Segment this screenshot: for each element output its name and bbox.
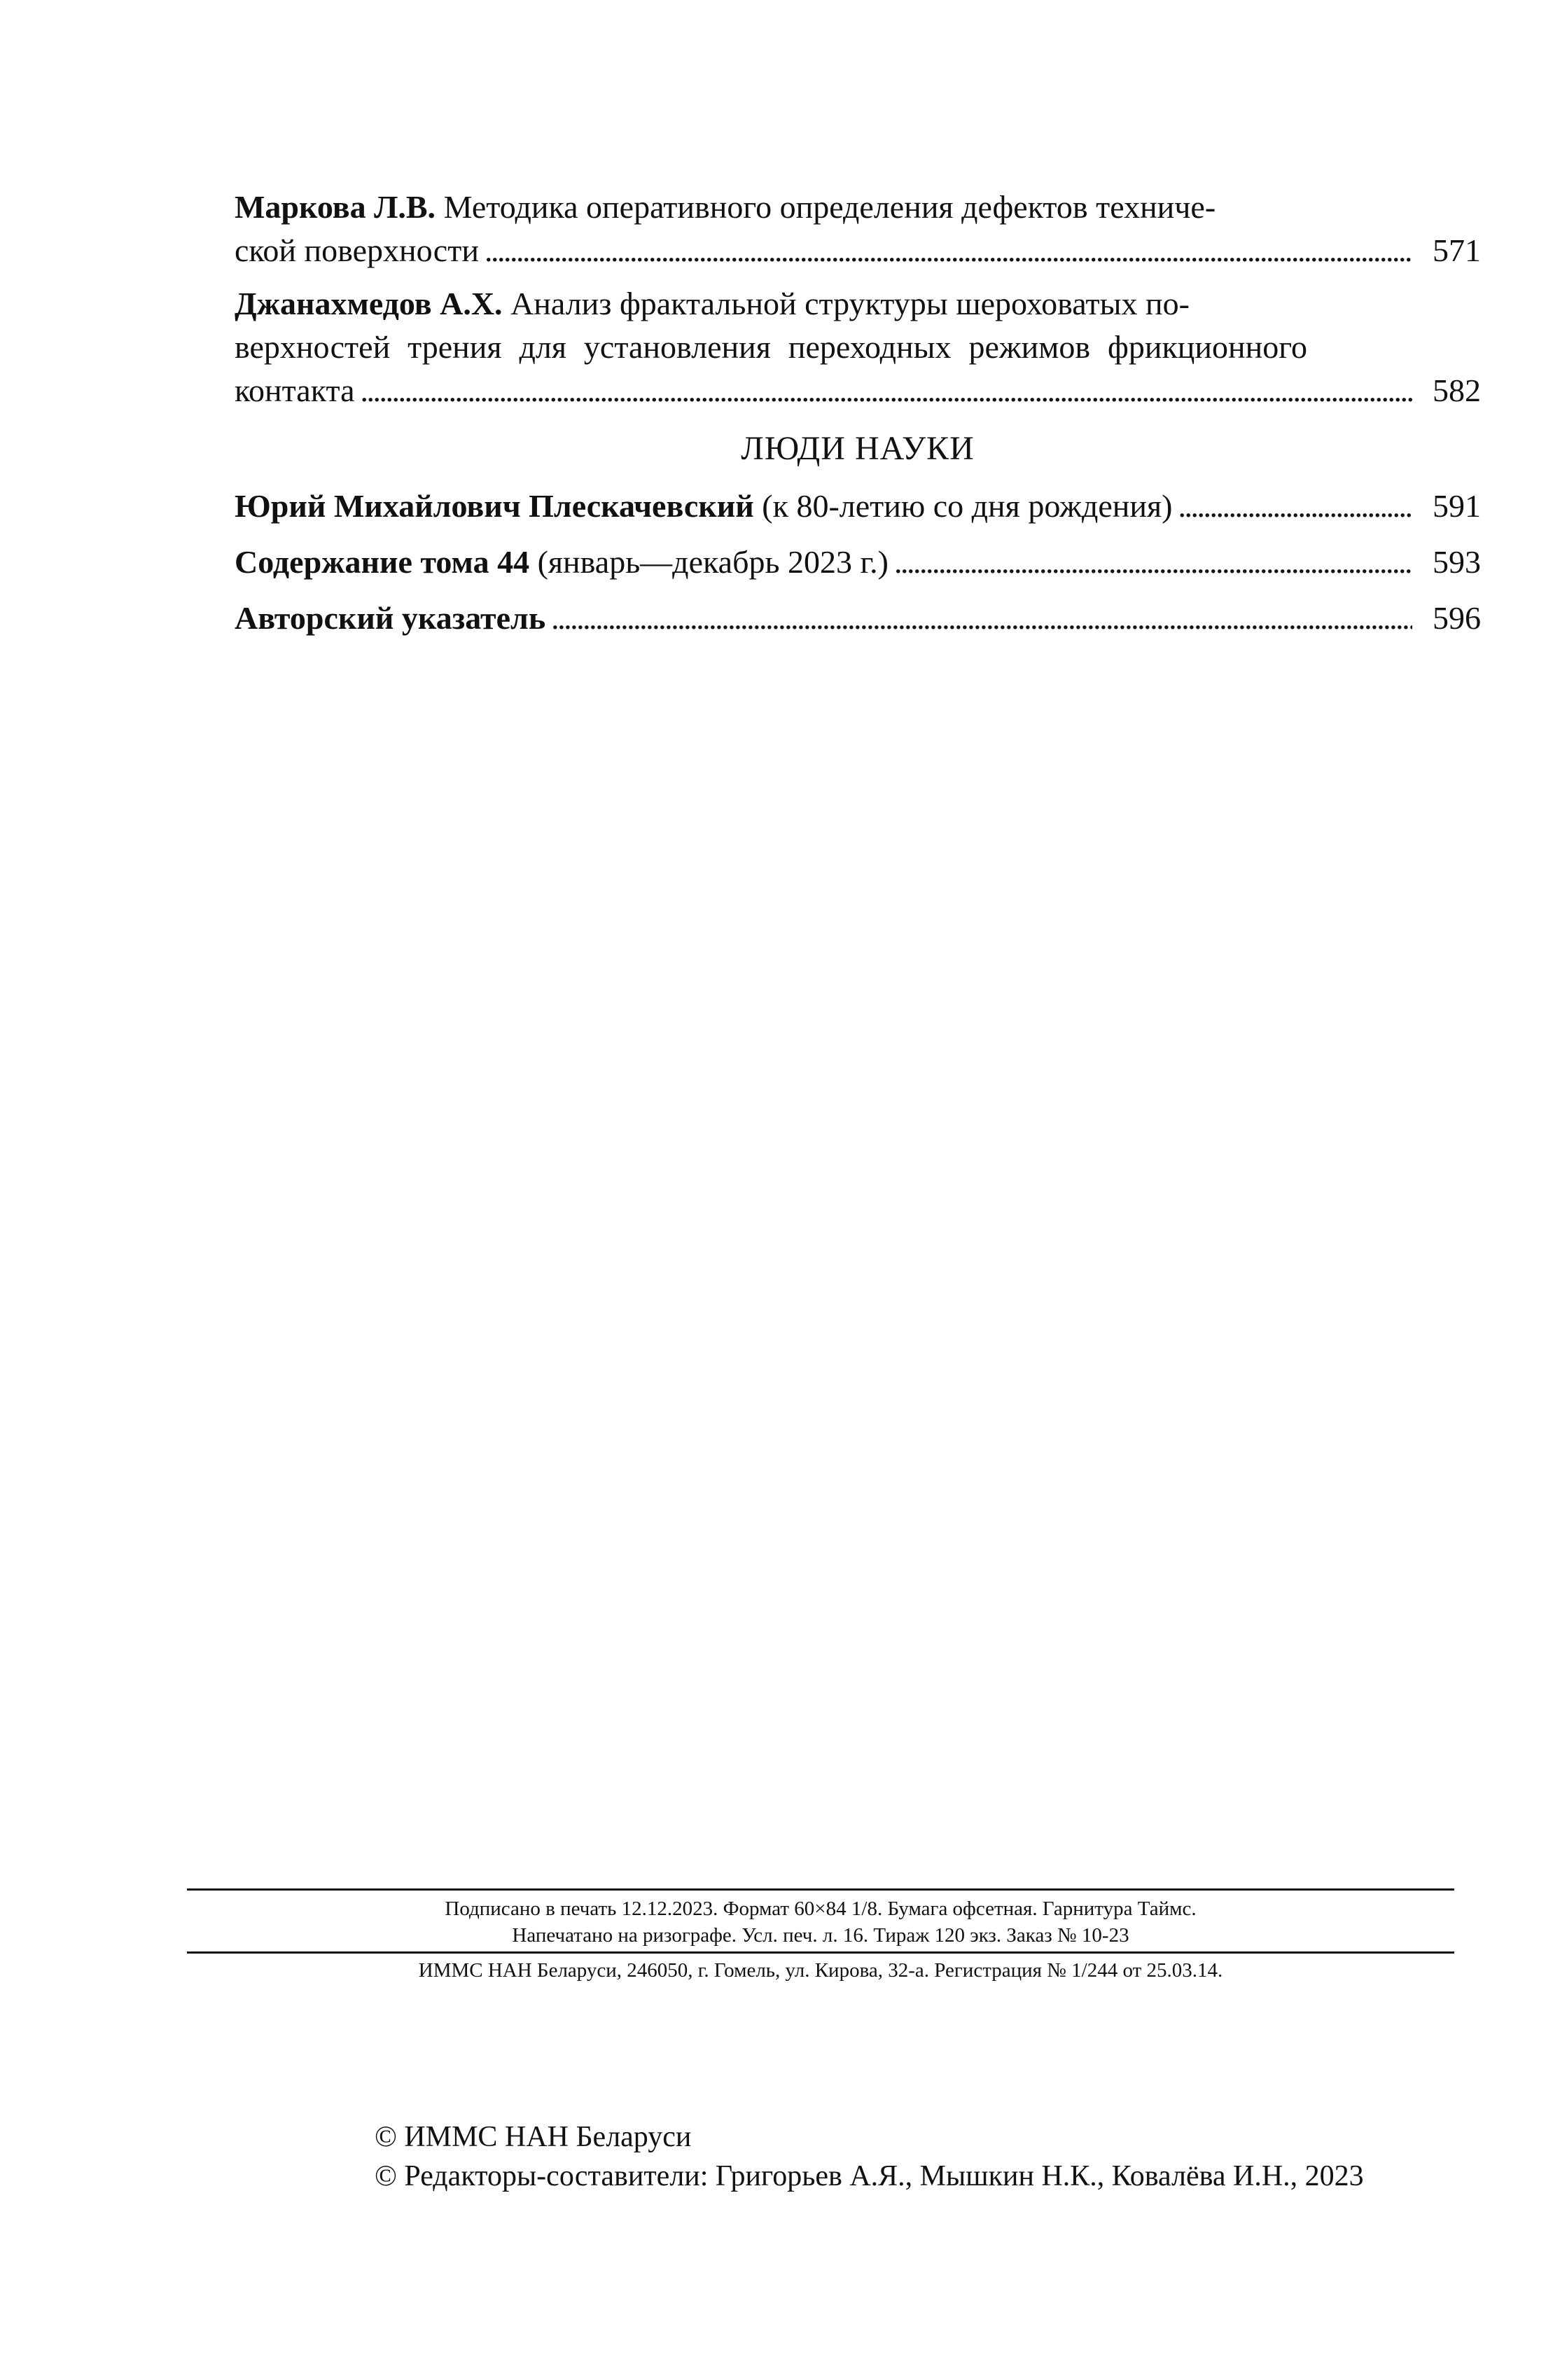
toc-entry-last-line <box>235 229 1481 272</box>
dot-leader <box>361 369 1412 412</box>
toc-entry-markova[interactable] <box>235 186 1481 272</box>
toc-page-number: 591 <box>1433 488 1481 524</box>
toc-entry-line <box>235 541 1481 584</box>
section-heading: ЛЮДИ НАУКИ <box>741 430 975 467</box>
toc-entry-author: Джанахмедов А.Х. <box>235 286 503 321</box>
toc-entry-bold-title: Авторский указатель <box>235 600 546 636</box>
copyright-editors: © Редакторы-составители: Григорьев А.Я., Мышкин Н.К., Ковалёва И.Н., 2023 <box>375 2160 1364 2192</box>
dot-leader <box>485 229 1412 272</box>
toc-entry-author: Маркова Л.В. <box>235 189 436 225</box>
toc-entry-subtitle: (к 80-летию со дня рождения) <box>753 488 1173 524</box>
toc-entry-title-cont: ской поверхности <box>235 232 479 268</box>
toc-page-number: 596 <box>1433 600 1481 636</box>
imprint-top-rule <box>187 1888 1454 1891</box>
toc-entry-author-index[interactable] <box>235 597 1481 640</box>
toc-entry-title-line <box>235 282 1307 326</box>
toc-entry-last-line <box>235 369 1481 412</box>
copyright-institution: © ИММС НАН Беларуси <box>375 2121 692 2153</box>
toc-entry-title: Анализ фрактальной структуры шероховатых по- <box>502 286 1190 321</box>
toc-entry-line <box>235 597 1481 640</box>
imprint-bottom-rule <box>187 1951 1454 1954</box>
toc-entry-dzhanakhmedov[interactable] <box>235 282 1481 412</box>
toc-entry-title-line <box>235 186 1307 229</box>
toc-entry-bold-title: Юрий Михайлович Плескачевский <box>235 488 754 524</box>
imprint-line-2: Напечатано на ризографе. Усл. печ. л. 16. Тираж 120 экз. Заказ № 10-23 <box>512 1924 1129 1947</box>
toc-entry-bold-title: Содержание тома 44 <box>235 544 530 580</box>
dot-leader <box>551 597 1412 640</box>
toc-page-number: 571 <box>1433 232 1481 268</box>
toc-entry-title-cont: верхностей трения для установления переходных режимов фрикционного <box>235 329 1307 365</box>
toc-entry-line <box>235 485 1481 528</box>
toc-entry-subtitle: (январь—декабрь 2023 г.) <box>529 544 889 580</box>
toc-entry-pleskachevsky[interactable] <box>235 485 1481 528</box>
imprint-line-3: ИММС НАН Беларуси, 246050, г. Гомель, ул. Кирова, 32-а. Регистрация № 1/244 от 25.03.14. <box>418 1959 1223 1982</box>
toc-page-number: 593 <box>1433 544 1481 580</box>
toc-entry-title-cont: контакта <box>235 373 355 408</box>
dot-leader <box>1178 485 1412 528</box>
imprint-line-1: Подписано в печать 12.12.2023. Формат 60×84 1/8. Бумага офсетная. Гарнитура Таймс. <box>445 1898 1197 1920</box>
toc-page-number: 582 <box>1433 373 1481 408</box>
dot-leader <box>894 541 1412 584</box>
toc-entry-title: Методика оперативного определения дефектов техниче- <box>436 189 1216 225</box>
toc-entry-volume-contents[interactable] <box>235 541 1481 584</box>
